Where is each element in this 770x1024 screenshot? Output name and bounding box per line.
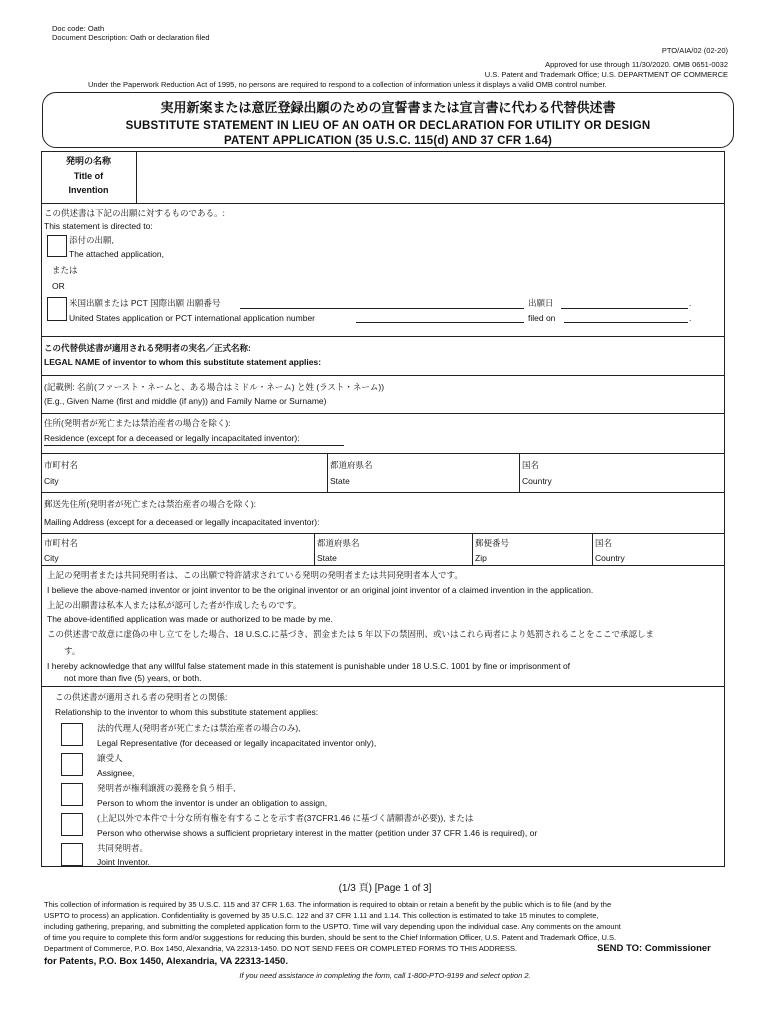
filed-on-field[interactable] <box>561 308 688 309</box>
divider <box>314 533 315 565</box>
divider <box>41 565 725 566</box>
residence-city-ja: 市町村名 <box>44 460 79 470</box>
residence-state-ja: 都道府県名 <box>330 460 373 470</box>
us-or-pct-application-checkbox[interactable] <box>47 297 67 321</box>
application-number-field[interactable] <box>240 308 524 309</box>
application-number-en: United States application or PCT international application number <box>69 313 316 323</box>
divider <box>41 413 725 414</box>
filed-on-ja: 出願日 <box>528 298 554 308</box>
divider <box>41 336 725 337</box>
residence-underline <box>44 445 344 446</box>
mailing-en: Mailing Address (except for a deceased or legally incapacitated inventor): <box>44 517 320 527</box>
divider <box>519 453 520 492</box>
divider <box>41 533 725 534</box>
footer-line: of time you require to complete this form and/or suggestions for reducing this burden, should be sent to the Chief Information Officer, U.S. Patent and Trademark Office, U.S. <box>44 933 617 942</box>
divider <box>41 375 725 376</box>
declaration-4-en-cont: not more than five (5) years, or both. <box>64 673 202 683</box>
legal-name-en: LEGAL NAME of inventor to whom this substitute statement applies: <box>44 357 322 367</box>
mailing-country-ja: 国名 <box>595 538 613 548</box>
footer-line: Department of Commerce, P.O. Box 1450, Alexandria, VA 22313-1450. DO NOT SEND FEES OR COMPLETED FORMS TO THIS ADDRESS. <box>44 944 518 953</box>
title-japanese: 実用新案または意匠登録出願のための宣誓書または宣言書に代わる代替供述書 <box>160 100 616 115</box>
divider <box>472 533 473 565</box>
title-english-line2: PATENT APPLICATION (35 U.S.C. 115(d) AND 37 CFR 1.64) <box>224 135 552 147</box>
relationship-option-ja: 発明者が権利譲渡の義務を負う相手, <box>97 783 236 793</box>
footer-line: USPTO to process) an application. Confidentiality is governed by 35 U.S.C. 122 and 37 CFR 1.11 and 1.14. This collection is estimated to take 15 minutes to complete, <box>44 911 599 920</box>
mailing-city-en: City <box>44 553 59 563</box>
name-example-ja: (記載例: 名前(ファースト・ネームと、ある場合はミドル・ネーム) と姓 (ラスト・ネーム)) <box>44 382 385 392</box>
declaration-1-en: I believe the above-named inventor or joint inventor to be the original inventor or an original joint inventor of a claimed invention in the application. <box>47 585 594 595</box>
divider <box>136 151 137 203</box>
title-english-line1: SUBSTITUTE STATEMENT IN LIEU OF AN OATH OR DECLARATION FOR UTILITY OR DESIGN <box>125 120 651 132</box>
relationship-option-en: Person who otherwise shows a sufficient proprietary interest in the matter (petition under 37 CFR 1.46 is required), or <box>97 828 538 838</box>
footer-line: This collection of information is required by 35 U.S.C. 115 and 37 CFR 1.63. The information is required to obtain or retain a benefit by the public which is to file (and by the <box>44 900 612 909</box>
approval-text: Approved for use through 11/30/2020. OMB 0651-0032 <box>545 60 728 69</box>
relationship-option-ja: (上記以外で本件で十分な所有権を有することを示す者(37CFR1.46 に基づく請願書が必要)), または <box>97 813 474 823</box>
mailing-zip-ja: 郵便番号 <box>475 538 510 548</box>
declaration-1-ja: 上記の発明者または共同発明者は、この出願で特許請求されている発明の発明者または共同発明者本人です。 <box>47 570 463 580</box>
mailing-state-en: State <box>317 553 337 563</box>
attached-application-checkbox[interactable] <box>47 235 67 257</box>
invention-label-en1: Title of <box>73 171 104 181</box>
legal-name-ja: この代替供述書が適用される発明者の実名／正式名称: <box>44 343 251 353</box>
residence-city-en: City <box>44 476 59 486</box>
relationship-en: Relationship to the inventor to whom this substitute statement applies: <box>55 707 319 717</box>
legal-representative-checkbox[interactable] <box>61 723 83 746</box>
residence-country-ja: 国名 <box>522 460 540 470</box>
pra-notice: Under the Paperwork Reduction Act of 1995, no persons are required to respond to a collection of information unless it displays a valid OMB control number. <box>88 80 607 89</box>
declaration-3-ja-cont: す。 <box>64 646 81 656</box>
directed-en: This statement is directed to: <box>44 221 153 231</box>
divider <box>41 203 725 204</box>
invention-title-field[interactable] <box>142 156 718 198</box>
relationship-option-ja: 譲受人 <box>97 753 123 763</box>
invention-label-ja: 発明の名称 <box>65 156 111 166</box>
relationship-option-en: Legal Representative (for deceased or legally incapacitated inventor only), <box>97 738 377 748</box>
relationship-option-ja: 法的代理人(発明者が死亡または禁治産者の場合のみ), <box>97 723 301 733</box>
form-number: PTO/AIA/02 (02-20) <box>661 46 728 55</box>
filed-on-en: filed on <box>528 313 556 323</box>
relationship-option-ja: 共同発明者。 <box>97 843 149 853</box>
mailing-state-ja: 都道府県名 <box>317 538 360 548</box>
joint-inventor-checkbox[interactable] <box>61 843 83 866</box>
doc-code: Doc code: Oath <box>52 24 105 33</box>
mailing-zip-en: Zip <box>475 553 487 563</box>
divider <box>41 492 725 493</box>
relationship-option-en: Person to whom the inventor is under an obligation to assign, <box>97 798 328 808</box>
declaration-3-ja: この供述書で故意に虚偽の申し立てをした場合、18 U.S.C.に基づき、罰金または 5 年以下の禁固刑、或いはこれら両者により処罰されることをここで承認しま <box>47 629 654 639</box>
office-text: U.S. Patent and Trademark Office; U.S. DEPARTMENT OF COMMERCE <box>484 70 728 79</box>
relationship-option-en: Joint Inventor. <box>97 857 150 867</box>
mailing-city-ja: 市町村名 <box>44 538 79 548</box>
mailing-country-en: Country <box>595 553 625 563</box>
attached-application-ja: 添付の出願, <box>69 235 114 245</box>
divider <box>41 686 725 687</box>
invention-label-en2: Invention <box>68 185 109 195</box>
directed-ja: この供述書は下記の出願に対するものである。: <box>44 208 225 218</box>
page-number: (1/3 頁) [Page 1 of 3] <box>338 883 432 894</box>
or-ja: または <box>52 265 78 275</box>
period: . <box>689 298 692 308</box>
mailing-ja: 郵送先住所(発明者が死亡または禁治産者の場合を除く): <box>44 499 257 509</box>
application-number-ja: 米国出願または PCT 国際出願 出願番号 <box>69 298 221 308</box>
relationship-ja: この供述書が適用される者の発明者との関係: <box>55 692 228 702</box>
attached-application-en: The attached application, <box>69 249 164 259</box>
declaration-2-ja: 上記の出願書は私本人または私が認可した者が作成したものです。 <box>47 600 302 610</box>
doc-description: Document Description: Oath or declaration filed <box>52 33 210 42</box>
residence-ja: 住所(発明者が死亡または禁治産者の場合を除く): <box>44 418 231 428</box>
proprietary-interest-checkbox[interactable] <box>61 813 83 836</box>
declaration-2-en: The above-identified application was made or authorized to be made by me. <box>47 614 333 624</box>
relationship-option-en: Assignee, <box>97 768 135 778</box>
divider <box>327 453 328 492</box>
footer-line: including gathering, preparing, and submitting the completed application form to the USPTO. Time will vary depending upon the individual case. Any comments on the amount <box>44 922 621 931</box>
residence-state-en: State <box>330 476 350 486</box>
name-example-en: (E.g., Given Name (first and middle (if any)) and Family Name or Surname) <box>44 396 327 406</box>
filed-on-field-line2[interactable] <box>564 322 688 323</box>
declaration-4-en: I hereby acknowledge that any willful false statement made in this statement is punishable under 18 U.S.C. 1001 by fine or imprisonment of <box>47 661 571 671</box>
divider <box>592 533 593 565</box>
assignee-checkbox[interactable] <box>61 753 83 776</box>
or-en: OR <box>52 281 65 291</box>
residence-country-en: Country <box>522 476 552 486</box>
footer-address: for Patents, P.O. Box 1450, Alexandria, VA 22313-1450. <box>44 956 288 967</box>
application-number-field-line2[interactable] <box>356 322 524 323</box>
footer-send-to: SEND TO: Commissioner <box>597 943 711 954</box>
period: . <box>689 313 692 323</box>
residence-en: Residence (except for a deceased or legally incapacitated inventor): <box>44 433 300 443</box>
assistance-note: If you need assistance in completing the form, call 1-800-PTO-9199 and select option 2. <box>239 971 531 980</box>
obligated-assignee-checkbox[interactable] <box>61 783 83 806</box>
divider <box>41 453 725 454</box>
